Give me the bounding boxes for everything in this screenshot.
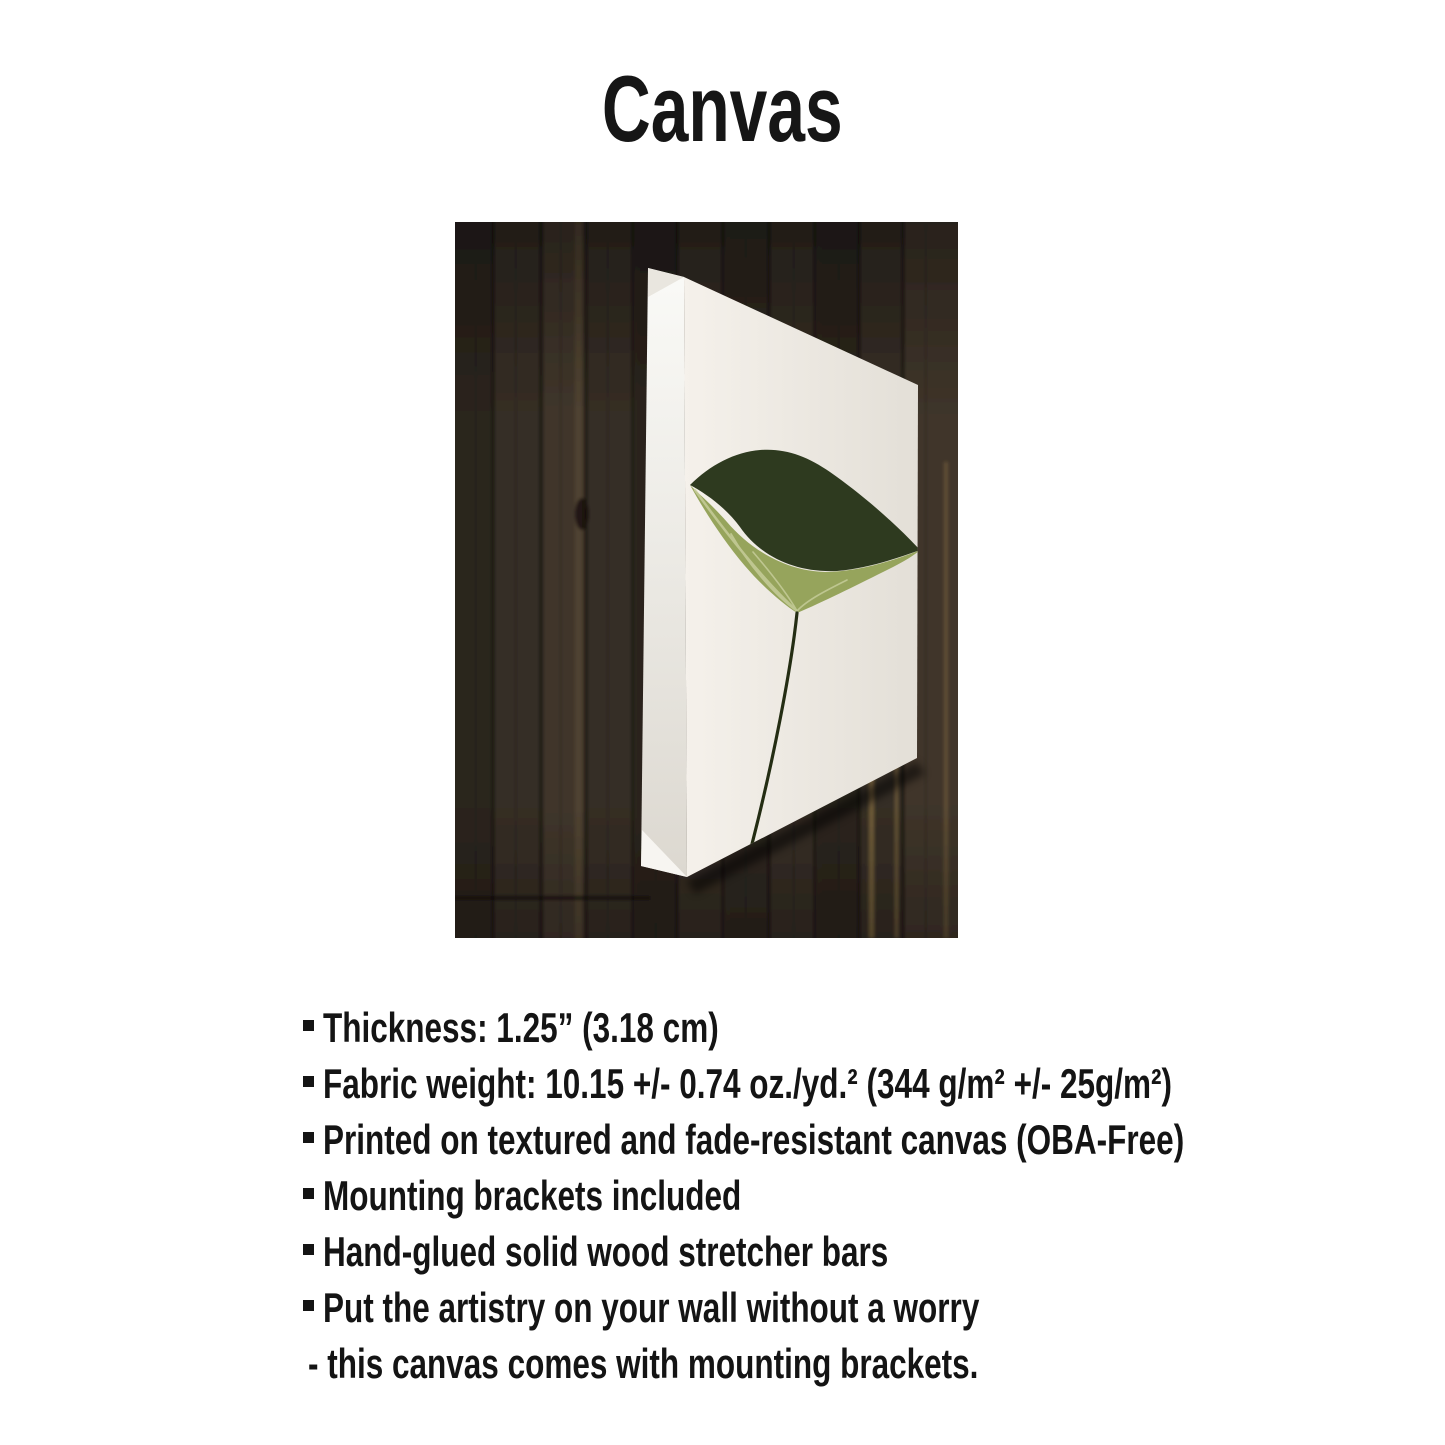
spec-text: Printed on textured and fade-resistant canvas (OBA-Free) [323,1115,1185,1163]
spec-item [303,1224,1445,1280]
page-title-text: Canvas [602,56,843,161]
spec-text: Hand-glued solid wood stretcher bars [323,1227,889,1275]
spec-item [303,1112,1445,1168]
spec-text: - this canvas comes with mounting brackets. [308,1339,979,1387]
spec-item [303,1280,1445,1336]
bullet-square [303,1020,314,1031]
canvas-spine [641,268,687,877]
bullet-square [303,1244,314,1255]
spec-item [303,1056,1445,1112]
page-title [0,56,1445,161]
bullet-square [303,1076,314,1087]
spec-item [303,1168,1445,1224]
spec-text: Mounting brackets included [323,1171,742,1219]
spec-item [303,1000,1445,1056]
spec-item [303,1336,1445,1392]
spec-text: Fabric weight: 10.15 +/- 0.74 oz./yd.² (344 g/m² +/- 25g/m²) [323,1059,1172,1107]
spec-list [303,1000,1445,1392]
bullet-square [303,1132,314,1143]
product-photo-image [455,222,958,938]
bullet-square [303,1188,314,1199]
spec-text: Thickness: 1.25” (3.18 cm) [323,1003,719,1051]
spec-text: Put the artistry on your wall without a worry [323,1283,980,1331]
product-photo [455,222,958,938]
bullet-square [303,1300,314,1311]
